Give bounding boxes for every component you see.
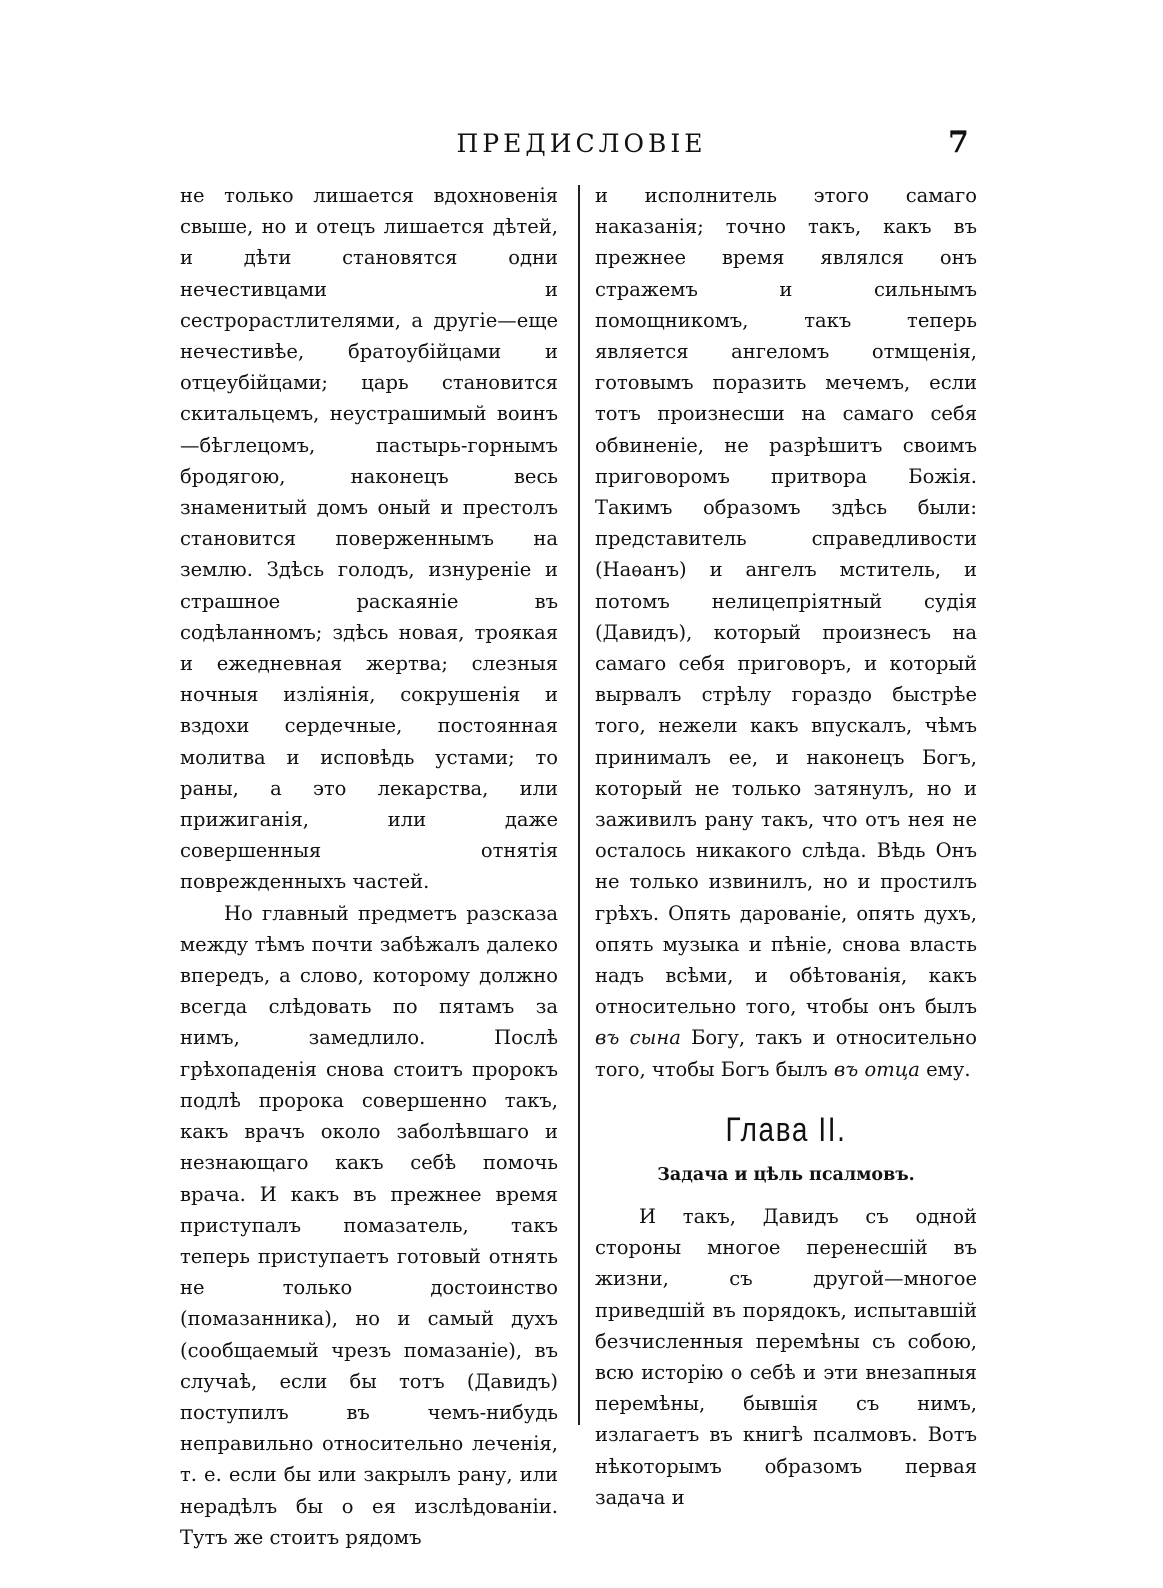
left-column: [180, 180, 558, 1553]
running-title: ПРЕДИСЛОВІЕ: [456, 129, 707, 158]
chapter-heading: Глава II.: [725, 1110, 847, 1149]
emphasis-son: въ сына: [595, 1026, 681, 1050]
right-paragraph-2: И такъ, Давидъ съ одной стороны многое перенесшій въ жизни, съ другой—многое приведшій въ порядокъ, испытавшій безчисленныя перемѣны съ собою, всю исторію о себѣ и эти внезапныя перемѣны, бывшія съ нимъ, излагаетъ въ книгѣ псалмовъ. Вотъ нѣкоторымъ образомъ первая задача и: [595, 1204, 977, 1509]
left-paragraph-1: не только лишается вдохновенія свыше, но и отецъ лишается дѣтей, и дѣти становятся одни нечестивцами и сестрорастлителями, а другіе—еще нечестивѣе, братоубійцами и отцеубійцами; царь становится скитальцемъ, неустрашимый воинъ—бѣглецомъ, пастырь-горнымъ бродягою, наконецъ весь знаменитый домъ оный и престолъ становится поверженнымъ на землю. Здѣсь голодъ, изнуреніе и страшное раскаяніе въ содѣланномъ; здѣсь новая, трoякая и ежедневная жертва; слезныя ночныя изліянія, сокрушенія и вздохи сердечные, постоянная молитва и исповѣдь устами; то раны, а это лекарства, или прижиганія, или даже совершенныя отнятія поврежденныхъ частей.: [180, 184, 558, 894]
chapter-subtitle: Задача и цѣль псалмовъ.: [657, 1164, 915, 1185]
emphasis-father: въ отца: [833, 1057, 920, 1081]
right-column: [595, 180, 977, 1513]
running-head: [0, 125, 1163, 165]
page-number: 7: [948, 125, 969, 160]
left-paragraph-2: Но главный предметъ разсказа между тѣмъ почти забѣжалъ далеко впередъ, а слово, которому должно всегда слѣдовать по пятамъ за нимъ, замедлило. Послѣ грѣхопаденія снова стоитъ пророкъ подлѣ пророка совершенно такъ, какъ врачъ около заболѣвшаго и незнающаго какъ себѣ помочь врача. И какъ въ прежнее время приступалъ помазатель, такъ теперь приступаетъ готовый отнять не только достоинство (помазанника), но и самый духъ (сообщаемый чрезъ помазаніе), въ случаѣ, если бы тотъ (Давидъ) поступилъ въ чемъ-нибудь неправильно относительно леченія, т. е. если бы или закрылъ рану, или нерадѣлъ бы о ея изслѣдованіи. Тутъ же стоитъ рядомъ: [180, 901, 558, 1549]
right-paragraph-1-mid: Богу, такъ и относительно того, чтобы Богъ былъ: [595, 1026, 977, 1081]
right-paragraph-1-end: ему.: [926, 1057, 971, 1081]
right-paragraph-1-text: и исполнитель этого самаго наказанія; точно такъ, какъ въ прежнее время являлся онъ стражемъ и сильнымъ помощникомъ, такъ теперь является ангеломъ отмщенія, готовымъ поразить мечемъ, если тотъ произнесши на самаго себя обвиненіе, не разрѣшитъ своимъ приговоромъ притвора Божія. Такимъ образомъ здѣсь были: представитель справедливости (Наѳанъ) и ангелъ мститель, и потомъ нелицепріятный судія (Давидъ), который произнесъ на самаго себя приговоръ, и который вырвалъ стрѣлу гораздо быстрѣе того, нежели какъ впускалъ, чѣмъ принималъ ее, и наконецъ Богъ, который не только затянулъ, но и заживилъ рану такъ, что отъ нея не осталось никакого слѣда. Вѣдь Онъ не только извинилъ, но и простилъ грѣхъ. Опять дарованіе, опять духъ, опять музыка и пѣніе, снова власть надъ всѣми, и обѣтованія, какъ относительно того, чтобы онъ былъ: [595, 184, 977, 1019]
right-paragraph-1: [595, 180, 977, 1085]
column-divider: [578, 185, 580, 1425]
